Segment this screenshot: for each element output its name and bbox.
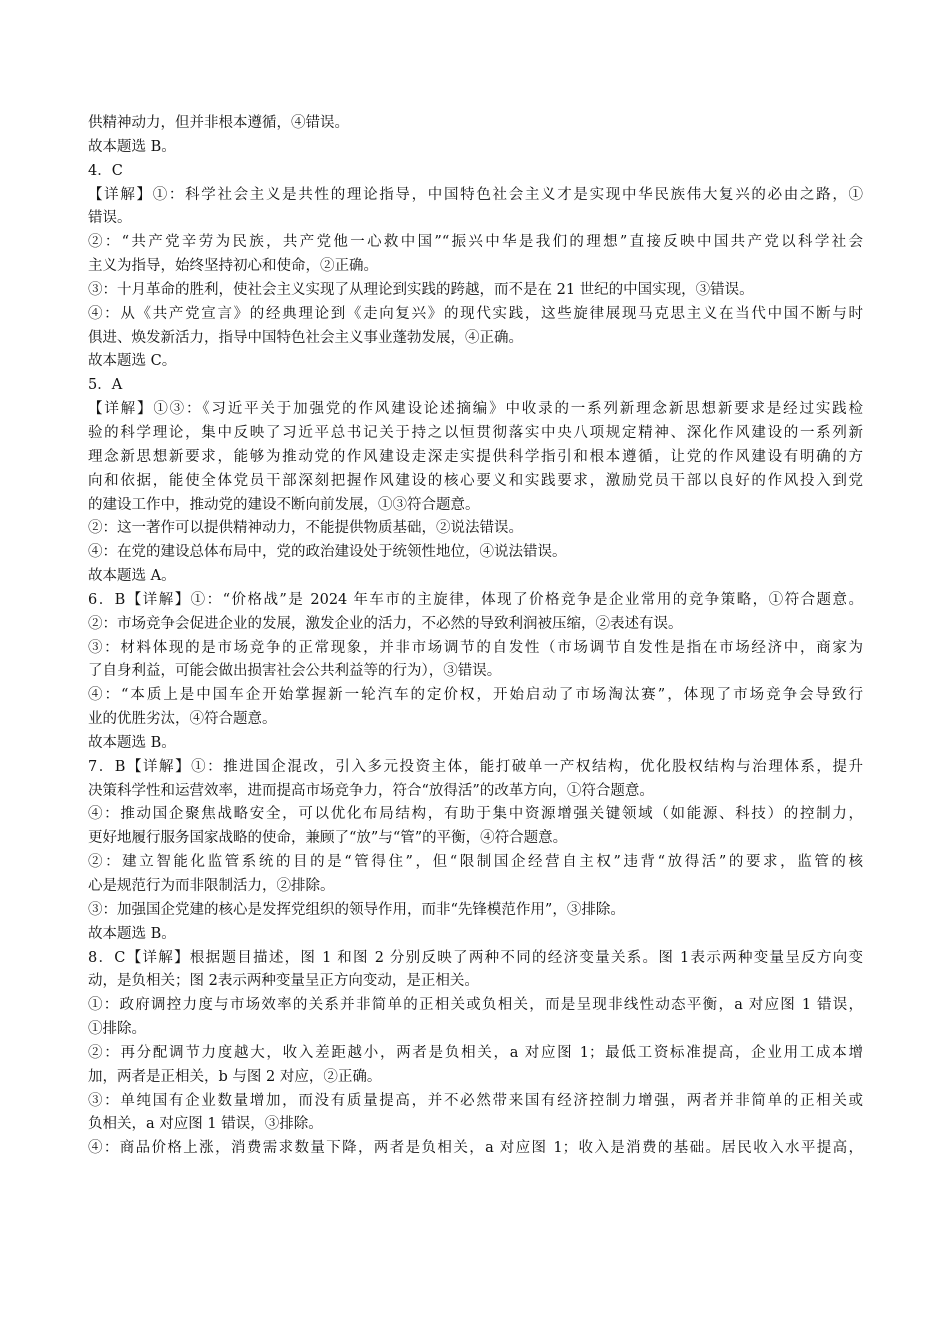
text-line: 【详解】①：科学社会主义是共性的理论指导，中国特色社会主义才是实现中华民族伟大复兴的必由之路，① [88, 186, 863, 203]
text-line: 故本题选 B。 [88, 925, 176, 942]
text-line: 【详解】①③：《习近平关于加强党的作风建设论述摘编》中收录的一系列新理念新思想新要求是经过实践检 [88, 401, 863, 418]
text-line: 6．B【详解】①：“价格战”是 2024 年车市的主旋律，体现了价格竞争是企业常用的竞争策略，①符合题意。 [88, 591, 863, 608]
text-line: ③：材料体现的是市场竞争的正常现象，并非市场调节的自发性（市场调节自发性是指在市场经济中，商家为 [88, 639, 863, 656]
text-line: ④：“本质上是中国车企开始掌握新一轮汽车的定价权，开始启动了市场淘汰赛”，体现了市场竞争会导致行 [88, 687, 863, 704]
text-line: ③：单纯国有企业数量增加，而没有质量提高，并不必然带来国有经济控制力增强，两者并非简单的正相关或 [88, 1092, 863, 1109]
text-line: 加，两者是正相关，b 与图 2 对应，②正确。 [88, 1068, 382, 1085]
answer-explanations [88, 112, 863, 1161]
text-line: 7．B【详解】①：推进国企混改，引入多元投资主体，能打破单一产权结构，优化股权结构与治理体系，提升 [88, 758, 863, 775]
text-line: 动，是负相关；图 2表示两种变量呈正方向变动，是正相关。 [88, 973, 479, 990]
text-line: 故本题选 B。 [88, 734, 176, 751]
text-line: 了自身利益，可能会做出损害社会公共利益等的行为），③错误。 [88, 663, 502, 680]
text-line: ①排除。 [88, 1021, 146, 1038]
text-line: ②：再分配调节力度越大，收入差距越小，两者是负相关，a 对应图 1；最低工资标准提高，企业用工成本增 [88, 1044, 863, 1061]
text-line: 5．A [88, 377, 123, 394]
text-line: ④：在党的建设总体布局中，党的政治建设处于统领性地位，④说法错误。 [88, 544, 567, 561]
text-line: ②：建立智能化监管系统的目的是“管得住”，但“限制国企经营自主权”违背“放得活”的要求，监管的核 [88, 854, 863, 871]
text-line: 验的科学理论，集中反映了习近平总书记关于持之以恒贯彻落实中央八项规定精神、深化作风建设的一系列新 [88, 424, 863, 441]
text-line: ①：政府调控力度与市场效率的关系并非简单的正相关或负相关，而是呈现非线性动态平衡，a 对应图 1 错误， [88, 997, 863, 1014]
text-line: 理念新思想新要求，能够为推动党的作风建设走深走实提供科学指引和根本遵循，让党的作风建设有明确的方 [88, 448, 863, 465]
text-line: ②：市场竞争会促进企业的发展，激发企业的活力，不必然的导致利润被压缩，②表述有误。 [88, 615, 683, 632]
text-line: 故本题选 A。 [88, 568, 176, 585]
text-line: 4．C [88, 162, 123, 179]
text-line: 俱进、焕发新活力，指导中国特色社会主义事业蓬勃发展，④正确。 [88, 329, 523, 346]
text-line: 的建设工作中，推动党的建设不断向前发展，①③符合题意。 [88, 496, 480, 513]
text-line: 故本题选 C。 [88, 353, 177, 370]
text-line: 向和依据，能使全体党员干部深刻把握作风建设的核心要义和实践要求，激励党员干部以良好的作风投入到党 [88, 472, 863, 489]
text-line: ④：商品价格上涨，消费需求数量下降，两者是负相关，a 对应图 1；收入是消费的基础。居民收入水平提高， [88, 1140, 863, 1157]
text-line: 心是规范行为而非限制活力，②排除。 [88, 878, 335, 894]
text-line: ③：加强国企党建的核心是发挥党组织的领导作用，而非“先锋模范作用”，③排除。 [88, 901, 625, 918]
text-line: ②：这一著作可以提供精神动力，不能提供物质基础，②说法错误。 [88, 520, 523, 537]
text-line: 错误。 [88, 210, 132, 227]
text-line: 决策科学性和运营效率，进而提高市场竞争力，符合“放得活”的改革方向，①符合题意。 [88, 782, 654, 799]
text-line: 8．C【详解】根据题目描述，图 1 和图 2 分别反映了两种不同的经济变量关系。图 1表示两种变量呈反方向变 [88, 949, 863, 966]
text-line: ②：“共产党辛劳为民族，共产党他一心救中国”“振兴中华是我们的理想”直接反映中国共产党以科学社会 [88, 234, 863, 251]
text-line: 故本题选 B。 [88, 138, 176, 155]
text-line: ④：从《共产党宣言》的经典理论到《走向复兴》的现代实践，这些旋律展现马克思主义在当代中国不断与时 [88, 305, 863, 322]
text-line: 更好地履行服务国家战略的使命，兼顾了“放”与“管”的平衡，④符合题意。 [88, 830, 568, 847]
text-line: 供精神动力，但并非根本遵循，④错误。 [88, 115, 349, 131]
text-line: ④：推动国企聚焦战略安全，可以优化布局结构，有助于集中资源增强关键领域（如能源、科技）的控制力， [88, 806, 863, 823]
text-line: ③：十月革命的胜利，使社会主义实现了从理论到实践的跨越，而不是在 21 世纪的中国实现，③错误。 [88, 281, 754, 298]
text-line: 主义为指导，始终坚持初心和使命，②正确。 [88, 258, 378, 275]
text-line: 负相关，a 对应图 1 错误，③排除。 [88, 1116, 323, 1133]
text-line: 业的优胜劣汰，④符合题意。 [88, 711, 277, 728]
